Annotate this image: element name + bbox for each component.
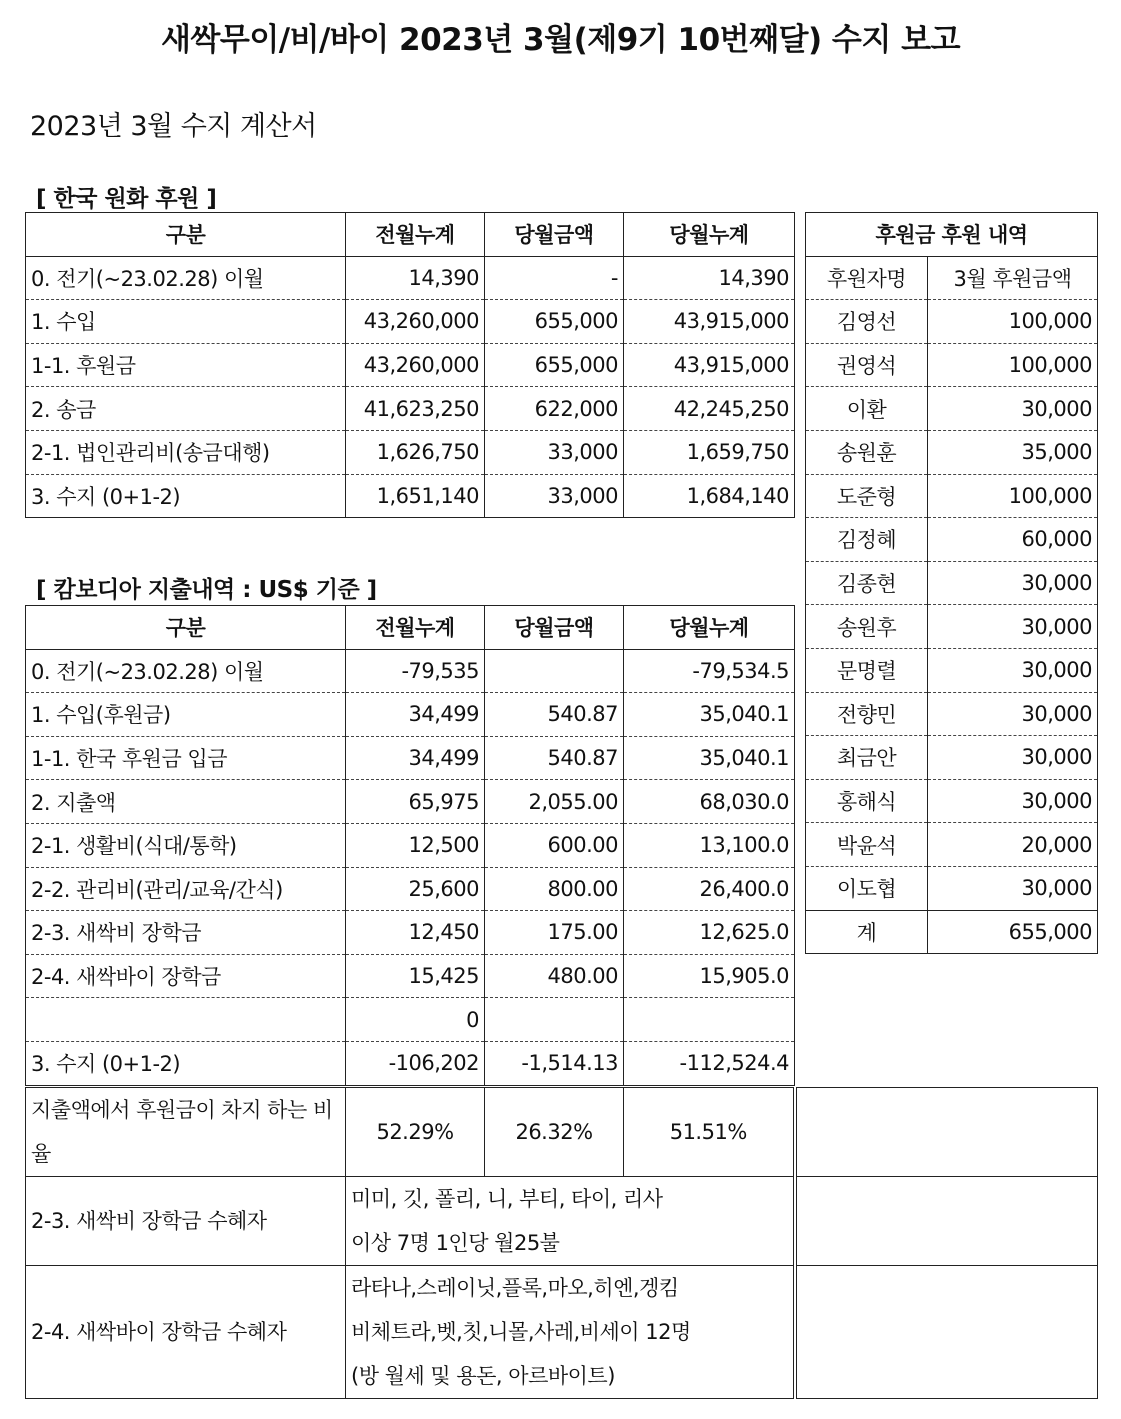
month-amount-cell: - <box>485 256 624 300</box>
table-row <box>26 954 795 998</box>
prev-total-cell: 41,623,250 <box>346 387 485 431</box>
donor-row <box>806 736 1098 780</box>
donor-amount: 30,000 <box>928 605 1098 649</box>
month-amount-cell: 540.87 <box>485 693 624 737</box>
month-total-cell: 14,390 <box>624 256 795 300</box>
donor-amount: 30,000 <box>928 866 1098 910</box>
donor-total-row <box>806 910 1098 954</box>
empty-cell <box>795 1177 1098 1266</box>
donor-row <box>806 692 1098 736</box>
donor-amount: 30,000 <box>928 387 1098 431</box>
prev-total-cell: 0 <box>346 998 485 1042</box>
prev-total-cell: -106,202 <box>346 1041 485 1085</box>
donor-name: 김영선 <box>806 300 928 344</box>
table-row <box>26 1041 795 1085</box>
header-donor-amount: 3월 후원금액 <box>928 256 1098 300</box>
recipients-bai-line: (방 월세 및 용돈, 아르바이트) <box>351 1364 615 1388</box>
prev-total-cell: 65,975 <box>346 780 485 824</box>
donor-row <box>806 474 1098 518</box>
month-total-cell: 35,040.1 <box>624 736 795 780</box>
month-amount-cell: 33,000 <box>485 430 624 474</box>
donor-name: 송원후 <box>806 605 928 649</box>
donor-name: 박윤석 <box>806 823 928 867</box>
page-title: 새싹무이/비/바이 2023년 3월(제9기 10번째달) 수지 보고 <box>160 22 961 58</box>
row-label: 2-2. 관리비(관리/교육/간식) <box>26 867 346 911</box>
donor-row <box>806 300 1098 344</box>
donor-name: 김종현 <box>806 561 928 605</box>
row-label: 2-1. 법인관리비(송금대행) <box>26 430 346 474</box>
month-amount-cell: 540.87 <box>485 736 624 780</box>
donor-row <box>806 605 1098 649</box>
donor-name: 최금안 <box>806 736 928 780</box>
donor-row <box>806 823 1098 867</box>
prev-total-cell: 34,499 <box>346 736 485 780</box>
row-label: 1-1. 후원금 <box>26 343 346 387</box>
month-amount-cell: 800.00 <box>485 867 624 911</box>
header-month-total: 당월누계 <box>624 213 795 257</box>
table-row <box>26 430 795 474</box>
row-label: 2. 지출액 <box>26 780 346 824</box>
donor-name: 도준형 <box>806 474 928 518</box>
donor-row <box>806 430 1098 474</box>
statement-subtitle: 2023년 3월 수지 계산서 <box>30 111 317 142</box>
donor-amount: 30,000 <box>928 736 1098 780</box>
donor-total-amount: 655,000 <box>928 910 1098 954</box>
donor-total-label: 계 <box>806 910 928 954</box>
table-row <box>26 649 795 693</box>
donor-row <box>806 518 1098 562</box>
month-total-cell: 35,040.1 <box>624 693 795 737</box>
prev-total-cell: 43,260,000 <box>346 343 485 387</box>
krw-table <box>25 212 795 518</box>
month-total-cell: 68,030.0 <box>624 780 795 824</box>
month-amount-cell: 600.00 <box>485 823 624 867</box>
donor-name: 홍해식 <box>806 779 928 823</box>
row-label: 1. 수입 <box>26 300 346 344</box>
donor-row <box>806 387 1098 431</box>
header-donor-name: 후원자명 <box>806 256 928 300</box>
row-label: 0. 전기(~23.02.28) 이월 <box>26 649 346 693</box>
krw-section-title: [ 한국 원화 후원 ] <box>36 186 217 212</box>
recipients-bai-label: 2-4. 새싹바이 장학금 수혜자 <box>26 1266 346 1399</box>
donor-amount: 100,000 <box>928 300 1098 344</box>
month-total-cell: 1,659,750 <box>624 430 795 474</box>
donor-row <box>806 343 1098 387</box>
month-total-cell: 1,684,140 <box>624 474 795 518</box>
donor-title-row <box>806 213 1098 257</box>
table-row <box>26 780 795 824</box>
prev-total-cell: 1,626,750 <box>346 430 485 474</box>
month-total-cell: 15,905.0 <box>624 954 795 998</box>
month-amount-cell: -1,514.13 <box>485 1041 624 1085</box>
ratio-recipients-table <box>25 1087 1098 1399</box>
month-amount-cell <box>485 998 624 1042</box>
donor-amount: 20,000 <box>928 823 1098 867</box>
donor-row <box>806 866 1098 910</box>
prev-total-cell: -79,535 <box>346 649 485 693</box>
header-category: 구분 <box>26 606 346 650</box>
krw-header-row <box>26 213 795 257</box>
month-amount-cell: 655,000 <box>485 343 624 387</box>
prev-total-cell: 12,450 <box>346 911 485 955</box>
donor-table <box>805 212 1098 954</box>
prev-total-cell: 1,651,140 <box>346 474 485 518</box>
month-amount-cell: 622,000 <box>485 387 624 431</box>
month-total-cell: -79,534.5 <box>624 649 795 693</box>
table-row <box>26 823 795 867</box>
header-month-amount: 당월금액 <box>485 606 624 650</box>
table-row <box>26 736 795 780</box>
donor-name: 이환 <box>806 387 928 431</box>
donor-amount: 100,000 <box>928 474 1098 518</box>
donor-name: 이도협 <box>806 866 928 910</box>
month-total-cell: -112,524.4 <box>624 1041 795 1085</box>
month-amount-cell: 33,000 <box>485 474 624 518</box>
month-amount-cell <box>485 649 624 693</box>
donor-amount: 30,000 <box>928 779 1098 823</box>
donor-name: 김정혜 <box>806 518 928 562</box>
prev-total-cell: 12,500 <box>346 823 485 867</box>
donor-name: 송원훈 <box>806 430 928 474</box>
table-row <box>26 474 795 518</box>
row-label: 2-1. 생활비(식대/통학) <box>26 823 346 867</box>
month-amount-cell: 480.00 <box>485 954 624 998</box>
month-total-cell: 13,100.0 <box>624 823 795 867</box>
empty-cell <box>795 1266 1098 1399</box>
donor-row <box>806 648 1098 692</box>
row-label: 1. 수입(후원금) <box>26 693 346 737</box>
prev-total-cell: 14,390 <box>346 256 485 300</box>
usd-table <box>25 605 795 1086</box>
row-label <box>26 998 346 1042</box>
ratio-prev-cell: 52.29% <box>346 1088 485 1177</box>
month-amount-cell: 175.00 <box>485 911 624 955</box>
recipients-bi-list <box>346 1177 795 1266</box>
header-prev-total: 전월누계 <box>346 606 485 650</box>
row-label: 0. 전기(~23.02.28) 이월 <box>26 256 346 300</box>
donor-table-title: 후원금 후원 내역 <box>806 213 1098 257</box>
usd-header-row <box>26 606 795 650</box>
donor-amount: 30,000 <box>928 648 1098 692</box>
donor-amount: 60,000 <box>928 518 1098 562</box>
month-amount-cell: 655,000 <box>485 300 624 344</box>
header-month-total: 당월누계 <box>624 606 795 650</box>
header-prev-total: 전월누계 <box>346 213 485 257</box>
row-label: 3. 수지 (0+1-2) <box>26 1041 346 1085</box>
prev-total-cell: 15,425 <box>346 954 485 998</box>
donor-name: 문명렬 <box>806 648 928 692</box>
month-amount-cell: 2,055.00 <box>485 780 624 824</box>
month-total-cell: 26,400.0 <box>624 867 795 911</box>
row-label: 2-3. 새싹비 장학금 <box>26 911 346 955</box>
donor-name: 권영석 <box>806 343 928 387</box>
month-total-cell: 43,915,000 <box>624 343 795 387</box>
recipients-bai-line: 비체트라,벳,칫,니몰,사레,비세이 12명 <box>351 1320 691 1344</box>
header-month-amount: 당월금액 <box>485 213 624 257</box>
ratio-label: 지출액에서 후원금이 차지 하는 비율 <box>26 1088 346 1177</box>
donor-amount: 30,000 <box>928 561 1098 605</box>
donor-row <box>806 779 1098 823</box>
ratio-month-cell: 26.32% <box>485 1088 624 1177</box>
month-total-cell: 12,625.0 <box>624 911 795 955</box>
prev-total-cell: 34,499 <box>346 693 485 737</box>
prev-total-cell: 25,600 <box>346 867 485 911</box>
recipients-bi-row <box>26 1177 1098 1266</box>
recipients-bai-list <box>346 1266 795 1399</box>
table-row <box>26 256 795 300</box>
table-row <box>26 998 795 1042</box>
recipients-bi-line: 미미, 깃, 폴리, 니, 부티, 타이, 리사 <box>351 1187 663 1211</box>
prev-total-cell: 43,260,000 <box>346 300 485 344</box>
donor-amount: 35,000 <box>928 430 1098 474</box>
table-row <box>26 387 795 431</box>
month-total-cell: 43,915,000 <box>624 300 795 344</box>
donor-header-row <box>806 256 1098 300</box>
table-row <box>26 867 795 911</box>
recipients-bi-label: 2-3. 새싹비 장학금 수혜자 <box>26 1177 346 1266</box>
row-label: 1-1. 한국 후원금 입금 <box>26 736 346 780</box>
header-category: 구분 <box>26 213 346 257</box>
row-label: 3. 수지 (0+1-2) <box>26 474 346 518</box>
table-row <box>26 693 795 737</box>
row-label: 2-4. 새싹바이 장학금 <box>26 954 346 998</box>
recipients-bi-line: 이상 7명 1인당 월25불 <box>351 1231 560 1255</box>
donor-amount: 100,000 <box>928 343 1098 387</box>
month-total-cell <box>624 998 795 1042</box>
table-row <box>26 911 795 955</box>
ratio-total-cell: 51.51% <box>624 1088 795 1177</box>
donor-row <box>806 561 1098 605</box>
donor-name: 전향민 <box>806 692 928 736</box>
recipients-bai-line: 라타나,스레이닛,플록,마오,히엔,겡킴 <box>351 1276 679 1300</box>
table-row <box>26 343 795 387</box>
donor-amount: 30,000 <box>928 692 1098 736</box>
ratio-row <box>26 1088 1098 1177</box>
recipients-bai-row <box>26 1266 1098 1399</box>
table-row <box>26 300 795 344</box>
row-label: 2. 송금 <box>26 387 346 431</box>
month-total-cell: 42,245,250 <box>624 387 795 431</box>
usd-section-title: [ 캄보디아 지출내역 : US$ 기준 ] <box>36 577 377 603</box>
empty-cell <box>795 1088 1098 1177</box>
